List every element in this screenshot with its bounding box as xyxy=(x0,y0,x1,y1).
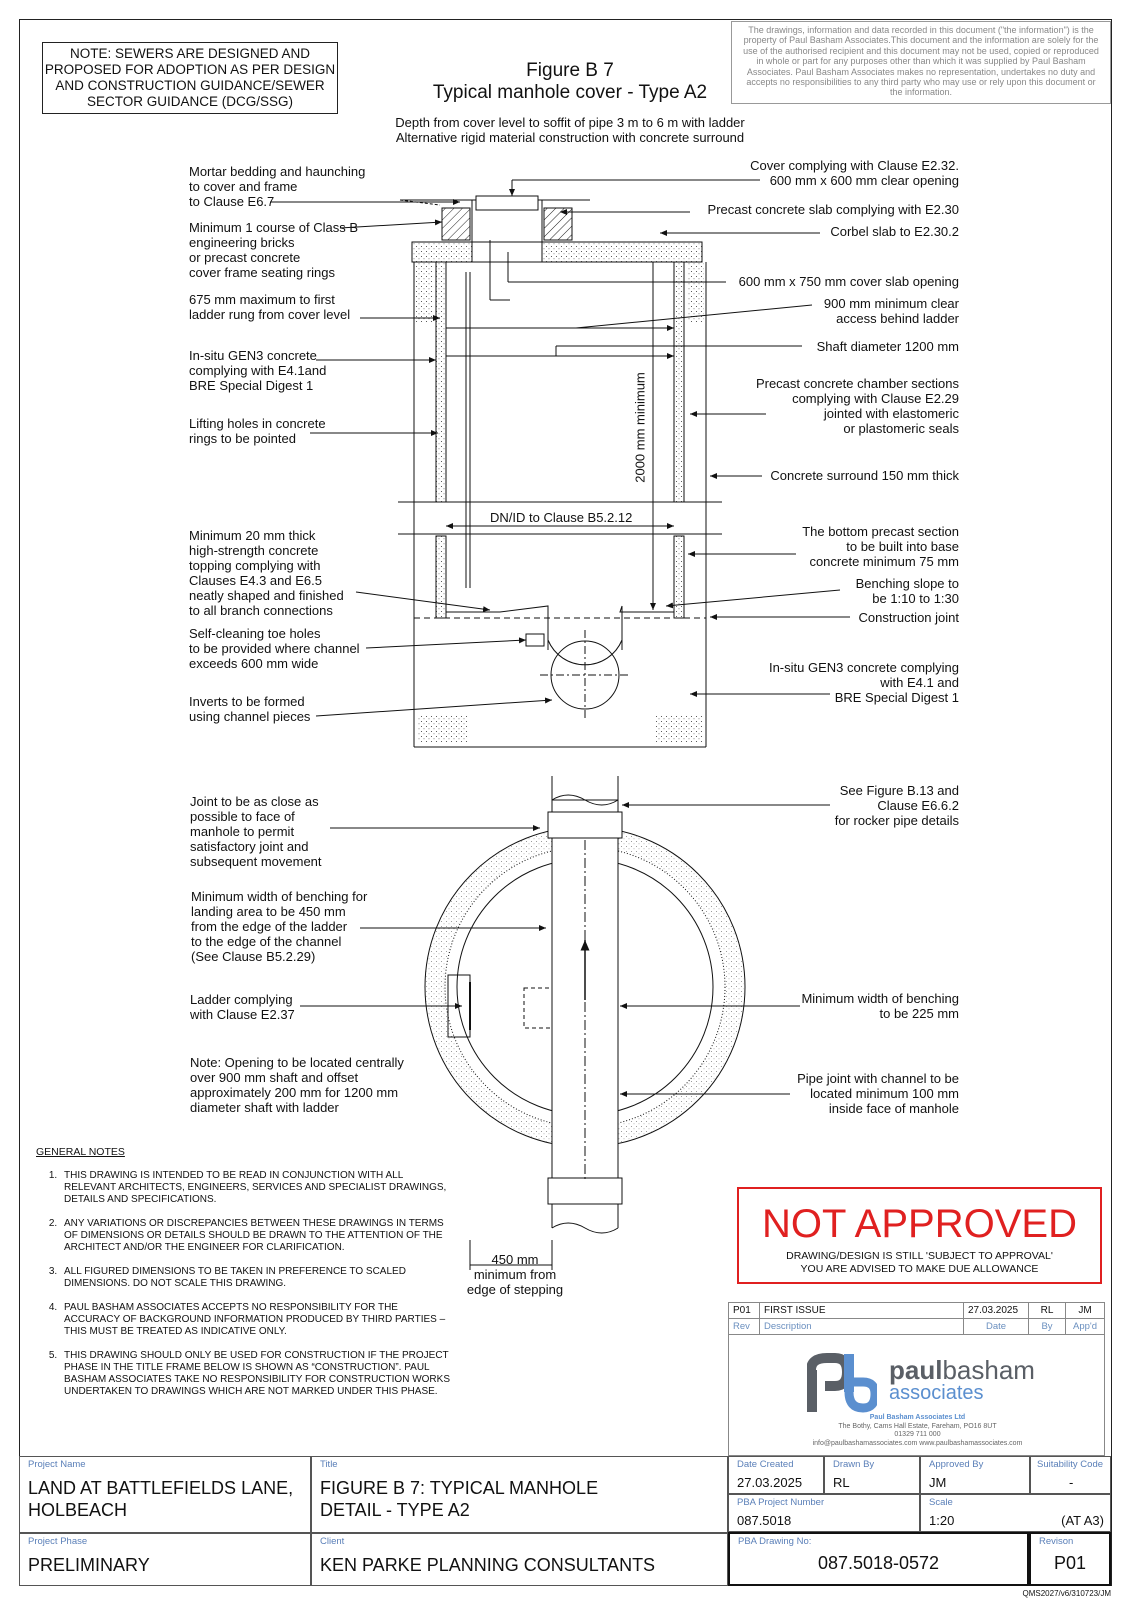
title-cell xyxy=(311,1456,728,1533)
suitability-caption: Suitability Code xyxy=(1037,1459,1104,1470)
revision-cell xyxy=(1029,1532,1111,1586)
label-toe-holes: Self-cleaning toe holes to be provided where channel exceeds 600 mm wide xyxy=(189,626,360,671)
label-dn-id: DN/ID to Clause B5.2.12 xyxy=(490,510,633,525)
client-caption: Client xyxy=(320,1536,345,1547)
project-name-caption: Project Name xyxy=(28,1459,86,1470)
logo-word: basham xyxy=(942,1355,1035,1385)
subtitle-line-1: Depth from cover level to soffit of pipe 3 m to 6 m with ladder xyxy=(395,115,745,130)
label-clear-access: 900 mm minimum clear access behind ladder xyxy=(823,296,959,326)
project-number-cell xyxy=(728,1494,920,1532)
company-web: info@paulbashamassociates.com www.paulbashamassociates.com xyxy=(812,1439,1023,1447)
date-created-cell xyxy=(728,1456,824,1494)
project-number-caption: PBA Project Number xyxy=(737,1497,825,1508)
drawing-title: FIGURE B 7: TYPICAL MANHOLE DETAIL - TYPE A2 xyxy=(320,1478,599,1520)
label-mortar-bedding: Mortar bedding and haunching to cover and frame to Clause E6.7 xyxy=(189,164,366,209)
scale-sheet-size: (AT A3) xyxy=(1061,1513,1104,1528)
approved-by-cell xyxy=(920,1456,1030,1494)
label-construction-joint: Construction joint xyxy=(858,610,959,625)
label-corbel-slab: Corbel slab to E2.30.2 xyxy=(830,224,959,239)
general-note-item: 3. ALL FIGURED DIMENSIONS TO BE TAKEN IN PREFERENCE TO SCALED DIMENSIONS. DO NOT SCALE THIS DRAWING. xyxy=(60,1266,456,1290)
project-phase: PRELIMINARY xyxy=(28,1555,150,1575)
label-benching-225: Minimum width of benching to be 225 mm xyxy=(801,991,959,1021)
rev-description: FIRST ISSUE xyxy=(760,1303,964,1319)
label-bottom-section: The bottom precast section to be built into base concrete minimum 75 mm xyxy=(802,524,959,569)
revision-caption: Revison xyxy=(1039,1536,1074,1547)
company-phone: 01329 711 000 xyxy=(894,1431,941,1438)
rev-date: 27.03.2025 xyxy=(964,1303,1029,1319)
approved-by-caption: Approved By xyxy=(929,1459,984,1470)
label-engineering-bricks: Minimum 1 course of Class B engineering bricks or precast concrete cover frame seating rings xyxy=(189,220,359,280)
project-name: LAND AT BATTLEFIELDS LANE, HOLBEACH xyxy=(28,1478,294,1520)
general-note-item: 1. THIS DRAWING IS INTENDED TO BE READ IN CONJUNCTION WITH ALL RELEVANT ARCHITECTS, ENGINEERS, SERVICES AND SPECIALIST DRAWINGS, DETAILS AND SPECIFICATIONS. xyxy=(60,1170,456,1206)
revision-code: P01 xyxy=(1053,1553,1087,1573)
rev-by: RL xyxy=(1029,1303,1066,1319)
label-lifting-holes: Lifting holes in concrete rings to be pointed xyxy=(189,416,326,446)
subtitle-line-2: Alternative rigid material construction with concrete surround xyxy=(395,130,745,145)
stamp-line-1: DRAWING/DESIGN IS STILL 'SUBJECT TO APPROVAL' xyxy=(786,1250,1053,1262)
drawn-by-caption: Drawn By xyxy=(833,1459,875,1470)
label-inverts: Inverts to be formed using channel pieces xyxy=(189,694,311,724)
not-approved-stamp xyxy=(737,1187,1102,1284)
label-precast-slab: Precast concrete slab complying with E2.30 xyxy=(707,202,959,217)
scale-cell xyxy=(920,1494,1111,1532)
label-ladder-rung: 675 mm maximum to first ladder rung from cover level xyxy=(189,292,351,322)
scale-value: 1:20 xyxy=(929,1513,955,1528)
date-header: Date xyxy=(964,1319,1029,1335)
project-number: 087.5018 xyxy=(737,1513,792,1528)
label-height-dimension: 2000 mm minimum xyxy=(633,368,648,488)
drawing-number: 087.5018-0572 xyxy=(817,1553,940,1573)
project-name-cell xyxy=(19,1456,311,1533)
suitability-cell xyxy=(1030,1456,1111,1494)
adoption-note: NOTE: SEWERS ARE DESIGNED AND PROPOSED FOR ADOPTION AS PER DESIGN AND CONSTRUCTION GUIDANCE/SEWER SECTOR GUIDANCE (DCG/SSG) xyxy=(42,42,338,114)
label-stepping-dimension: 450 mm minimum from edge of stepping xyxy=(466,1252,564,1297)
approved-by: JM xyxy=(929,1475,947,1490)
suitability-code: - xyxy=(1069,1475,1074,1490)
general-notes-heading: GENERAL NOTES xyxy=(36,1146,125,1158)
label-benching-slope: Benching slope to be 1:10 to 1:30 xyxy=(855,576,959,606)
general-note-item: 5. THIS DRAWING SHOULD ONLY BE USED FOR CONSTRUCTION IF THE PROJECT PHASE IN THE TITLE FRAME BELOW IS SHOWN AS “CONSTRUCTION”. PAUL BASHAM ASSOCIATES TAKE NO RESPONSIBILITY FOR CONSTRUCTION WORKS UNDERTAKEN TO DRAWINGS WHICH ARE NOT MARKED UNDER THIS PHASE. xyxy=(60,1350,456,1398)
label-cover: Cover complying with Clause E2.32. 600 mm x 600 mm clear opening xyxy=(750,158,959,188)
label-rocker-pipe: See Figure B.13 and Clause E6.6.2 for rocker pipe details xyxy=(834,783,959,828)
title-caption: Title xyxy=(320,1459,338,1470)
drawing-number-caption: PBA Drawing No: xyxy=(738,1536,812,1547)
stamp-line-2: YOU ARE ADVISED TO MAKE DUE ALLOWANCE xyxy=(800,1262,1039,1275)
client-name: KEN PARKE PLANNING CONSULTANTS xyxy=(320,1555,656,1575)
label-concrete-surround: Concrete surround 150 mm thick xyxy=(770,468,959,483)
rev-approved: JM xyxy=(1066,1303,1105,1319)
label-insitu-left: In-situ GEN3 concrete complying with E4.1and BRE Special Digest 1 xyxy=(189,348,327,393)
figure-number: Figure B 7 xyxy=(526,60,614,81)
general-note-item: 4. PAUL BASHAM ASSOCIATES ACCEPTS NO RESPONSIBILITY FOR THE ACCURACY OF BACKGROUND INFORMATION PRODUCED BY THIRD PARTIES – THIS MUST BE TREATED AS INDICATIVE ONLY. xyxy=(60,1302,456,1338)
general-notes xyxy=(36,1146,456,1410)
stamp-title: NOT APPROVED xyxy=(762,1202,1077,1246)
logo-wordmark xyxy=(889,1356,1035,1384)
logo-associates: associates xyxy=(889,1382,984,1404)
label-ladder-plan: Ladder complying with Clause E2.37 xyxy=(190,992,295,1022)
client-cell xyxy=(311,1533,728,1586)
label-cover-opening: 600 mm x 750 mm cover slab opening xyxy=(738,274,959,289)
drawn-by: RL xyxy=(833,1475,850,1490)
label-landing-benching: Minimum width of benching for landing area to be 450 mm from the edge of the ladder to the edge of the channel (See Clause B5.2.29) xyxy=(191,889,368,964)
label-pipe-joint-position: Joint to be as close as possible to face of manhole to permit satisfactory joint and subsequent movement xyxy=(190,794,322,869)
label-chamber-sections: Precast concrete chamber sections complying with Clause E2.29 jointed with elastomeric or plastomeric seals xyxy=(755,376,959,436)
company-logo-area xyxy=(728,1330,1105,1456)
appd-header: App'd xyxy=(1066,1319,1105,1335)
date-created: 27.03.2025 xyxy=(737,1475,803,1490)
phase-caption: Project Phase xyxy=(28,1536,88,1547)
date-created-caption: Date Created xyxy=(737,1459,794,1470)
company-name: Paul Basham Associates Ltd xyxy=(869,1414,966,1421)
description-header: Description xyxy=(760,1319,964,1335)
label-opening-note: Note: Opening to be located centrally over 900 mm shaft and offset approximately 200 mm for 1200 mm diameter shaft with ladder xyxy=(190,1055,404,1115)
label-pipe-joint-channel: Pipe joint with channel to be located minimum 100 mm inside face of manhole xyxy=(797,1071,959,1116)
rev-header: Rev xyxy=(729,1319,760,1335)
drawing-number-cell xyxy=(728,1532,1029,1586)
scale-caption: Scale xyxy=(929,1497,953,1508)
label-concrete-topping: Minimum 20 mm thick high-strength concrete topping complying with Clauses E4.3 and E6.5 neatly shaped and finished to all branch connections xyxy=(189,528,344,618)
disclaimer: The drawings, information and data recorded in this document ("the information") is the property of Paul Basham Associates.This document and the information are solely for the use of the authorised recipient and this document may not be used, copied or reproduced in whole or part for any purposes other than which it was supplied by Paul Basham Associates. Paul Basham Associates makes no representation, undertakes no duty and accepts no responsibilities to any third party who may use or rely upon this document or the information. xyxy=(731,21,1111,104)
revision-row xyxy=(729,1303,1105,1319)
rev-code: P01 xyxy=(729,1303,760,1319)
label-insitu-right: In-situ GEN3 concrete complying with E4.1 and BRE Special Digest 1 xyxy=(768,660,959,705)
company-street: The Bothy, Cams Hall Estate, Fareham, PO16 8UT xyxy=(838,1422,997,1430)
phase-cell xyxy=(19,1533,311,1586)
company-address xyxy=(729,1414,1106,1448)
label-shaft-diameter: Shaft diameter 1200 mm xyxy=(816,339,959,354)
by-header: By xyxy=(1029,1319,1066,1335)
logo-word-bold: paul xyxy=(889,1355,943,1385)
pb-logo-icon xyxy=(807,1352,877,1416)
figure-name: Typical manhole cover - Type A2 xyxy=(432,82,708,103)
footer-code: QMS2027/v6/310723/JM xyxy=(1022,1589,1111,1598)
general-note-item: 2. ANY VARIATIONS OR DISCREPANCIES BETWEEN THESE DRAWINGS IN TERMS OF DIMENSIONS OR DETAILS SHOULD BE DRAWN TO THE ATTENTION OF THE ARCHITECT AND/OR THE ENGINEER FOR CLARIFICATION. xyxy=(60,1218,456,1254)
drawn-by-cell xyxy=(824,1456,920,1494)
